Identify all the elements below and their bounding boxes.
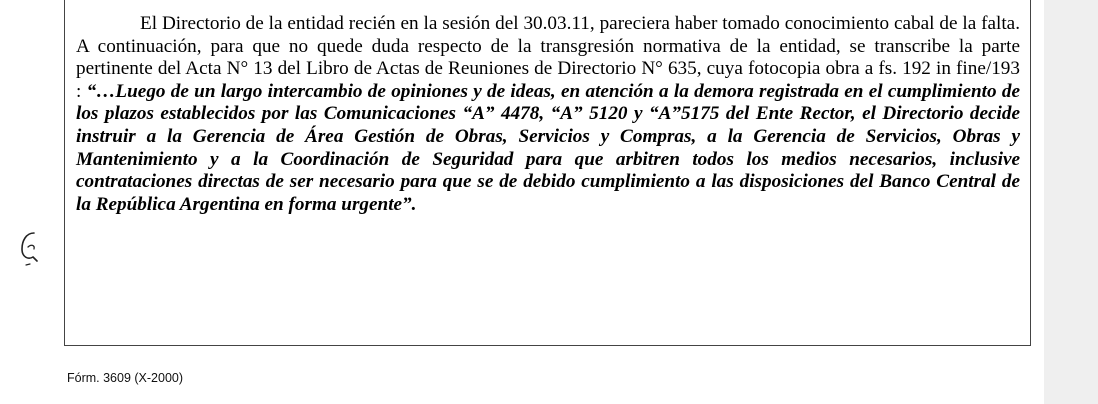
handwritten-mark	[18, 227, 44, 267]
body-paragraph	[76, 13, 1020, 216]
form-code-label: Fórm. 3609 (X-2000)	[67, 371, 184, 385]
paragraph-plain-text: El Directorio de la entidad recién en la sesión del 30.03.11, pareciera haber tomado conocimiento cabal de la falta. A continuación, para que no quede duda respecto de la transgresión normativa de la entidad, se transcribe la parte pertinente del Acta N° 13 del Libro de Actas de Reuniones de Directorio N° 635, cuya fotocopia obra a fs. 192 in fine/193 :	[76, 13, 1020, 102]
side-margin-panel	[1044, 0, 1098, 404]
paragraph-quoted-act: “…Luego de un largo intercambio de opiniones y de ideas, en atención a la demora registrada en el cumplimiento de los plazos establecidos por las Comunicaciones “A” 4478, “A” 5120 y “A”5175 del Ente Rector, el Directorio decide instruir a la Gerencia de Área Gestión de Obras, Servicios y Compras, a la Gerencia de Servicios, Obras y Mantenimiento y a la Coordinación de Seguridad para que arbitren todos los medios necesarios, inclusive contrataciones directas de ser necesario para que se de debido cumplimiento a las disposiciones del Banco Central de la República Argentina en forma urgente”.	[76, 80, 1020, 215]
